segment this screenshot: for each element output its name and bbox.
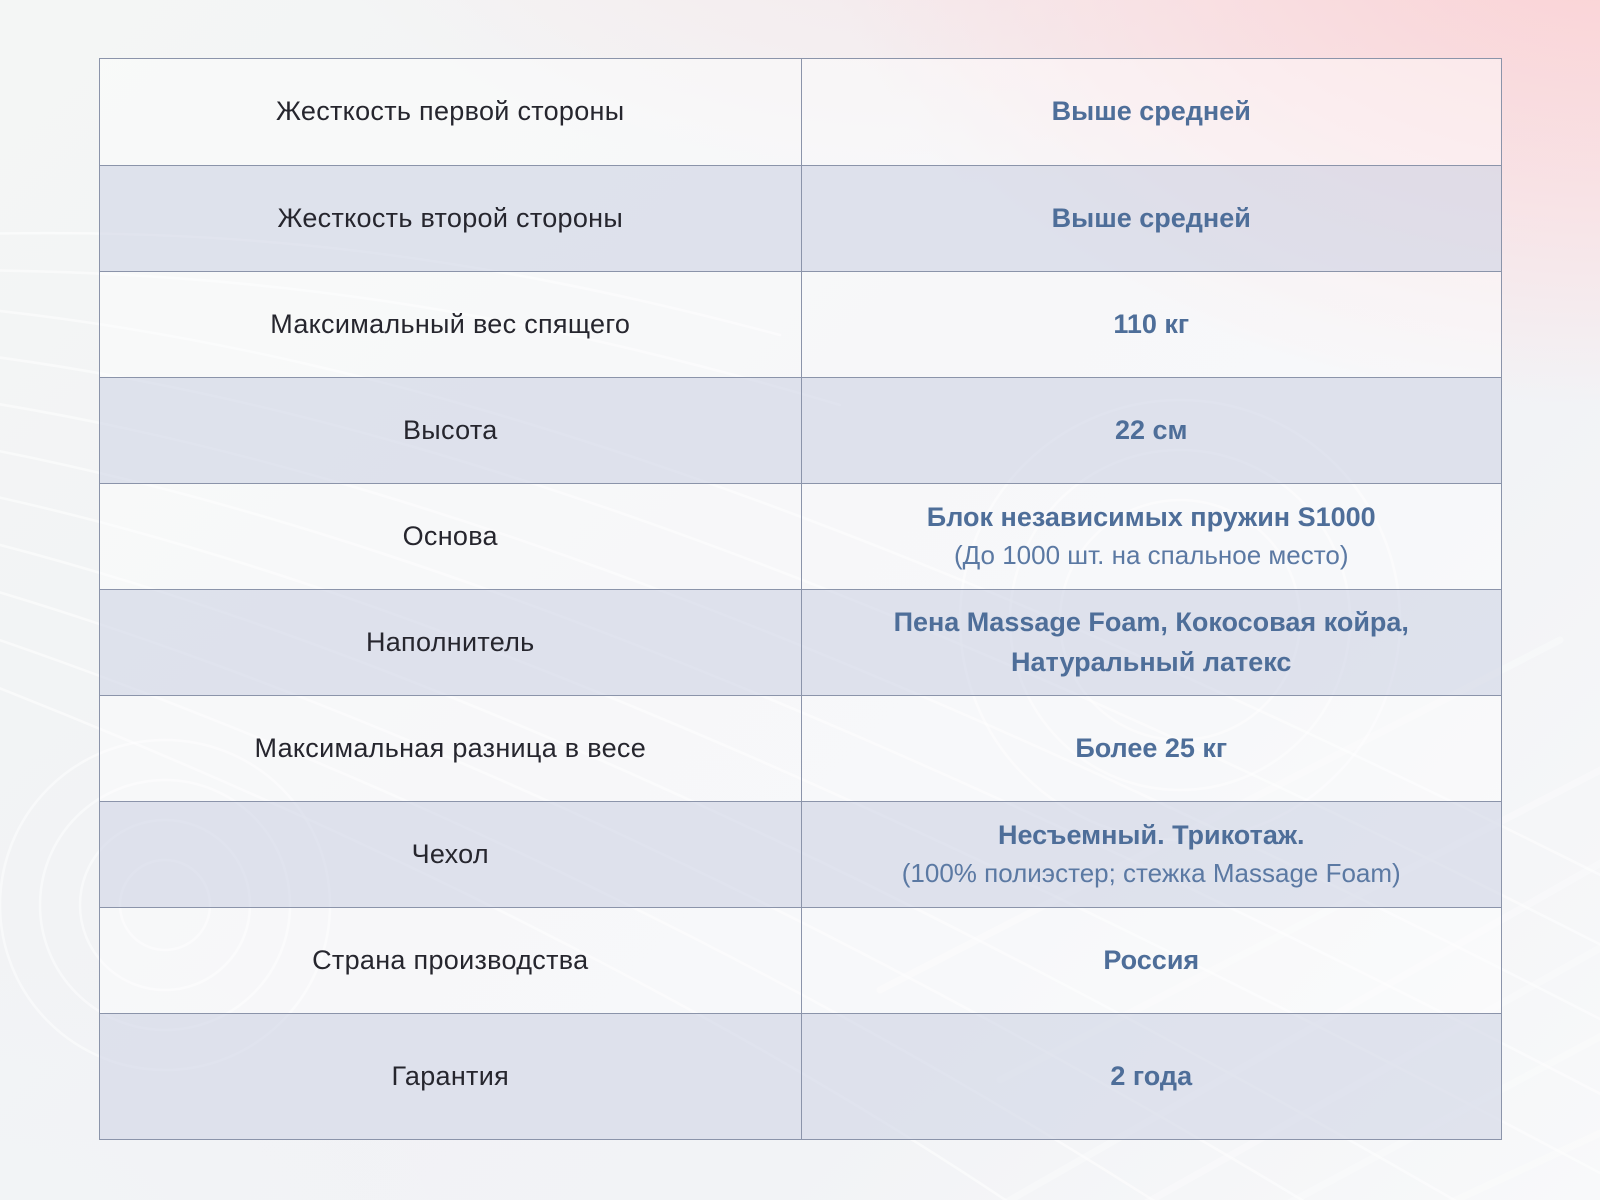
spec-value-cell — [801, 908, 1502, 1013]
spec-row — [100, 589, 1501, 695]
spec-value-cell — [801, 166, 1502, 271]
spec-row — [100, 483, 1501, 589]
spec-value: Россия — [1103, 944, 1200, 975]
spec-row — [100, 801, 1501, 907]
spec-row — [100, 907, 1501, 1013]
spec-label: Жесткость первой стороны — [276, 96, 625, 127]
spec-label-cell — [100, 908, 801, 1013]
spec-label: Жесткость второй стороны — [277, 202, 624, 233]
spec-row — [100, 271, 1501, 377]
spec-label: Гарантия — [391, 1060, 510, 1091]
spec-label: Наполнитель — [365, 626, 535, 657]
spec-row — [100, 377, 1501, 483]
spec-value-cell — [801, 484, 1502, 589]
spec-value-cell — [801, 696, 1502, 801]
spec-row — [100, 1013, 1501, 1139]
spec-label-cell — [100, 59, 801, 165]
spec-label-cell — [100, 1014, 801, 1139]
spec-value: Более 25 кг — [1075, 732, 1228, 763]
spec-label-cell — [100, 272, 801, 377]
spec-value-note: (До 1000 шт. на спальное место) — [953, 540, 1349, 571]
spec-value-cell — [801, 590, 1502, 695]
spec-label: Максимальный вес спящего — [270, 308, 631, 339]
spec-label: Основа — [402, 520, 498, 551]
spec-label: Страна производства — [312, 944, 589, 975]
spec-label: Высота — [402, 414, 498, 445]
spec-label: Максимальная разница в весе — [254, 732, 647, 763]
spec-value: Выше средней — [1051, 202, 1251, 233]
spec-label-cell — [100, 696, 801, 801]
spec-label-cell — [100, 484, 801, 589]
spec-value-cell — [801, 59, 1502, 165]
spec-label-cell — [100, 166, 801, 271]
spec-label: Чехол — [411, 838, 489, 869]
spec-table — [99, 58, 1502, 1140]
spec-value: Выше средней — [1051, 96, 1251, 127]
spec-value-note: (100% полиэстер; стежка Massage Foam) — [901, 858, 1401, 889]
spec-value: 22 см — [1114, 414, 1188, 445]
spec-value: 2 года — [1110, 1060, 1193, 1091]
spec-value-cell — [801, 802, 1502, 907]
spec-value: Пена Massage Foam, Кокосовая койра, Натуральный латекс — [893, 607, 1409, 677]
spec-row — [100, 59, 1501, 165]
spec-label-cell — [100, 802, 801, 907]
spec-label-cell — [100, 590, 801, 695]
spec-value-cell — [801, 378, 1502, 483]
spec-row — [100, 165, 1501, 271]
spec-value: 110 кг — [1113, 308, 1190, 339]
spec-value: Несъемный. Трикотаж. — [997, 820, 1305, 851]
spec-value-cell — [801, 272, 1502, 377]
spec-value: Блок независимых пружин S1000 — [926, 502, 1376, 533]
spec-value-cell — [801, 1014, 1502, 1139]
spec-row — [100, 695, 1501, 801]
spec-label-cell — [100, 378, 801, 483]
